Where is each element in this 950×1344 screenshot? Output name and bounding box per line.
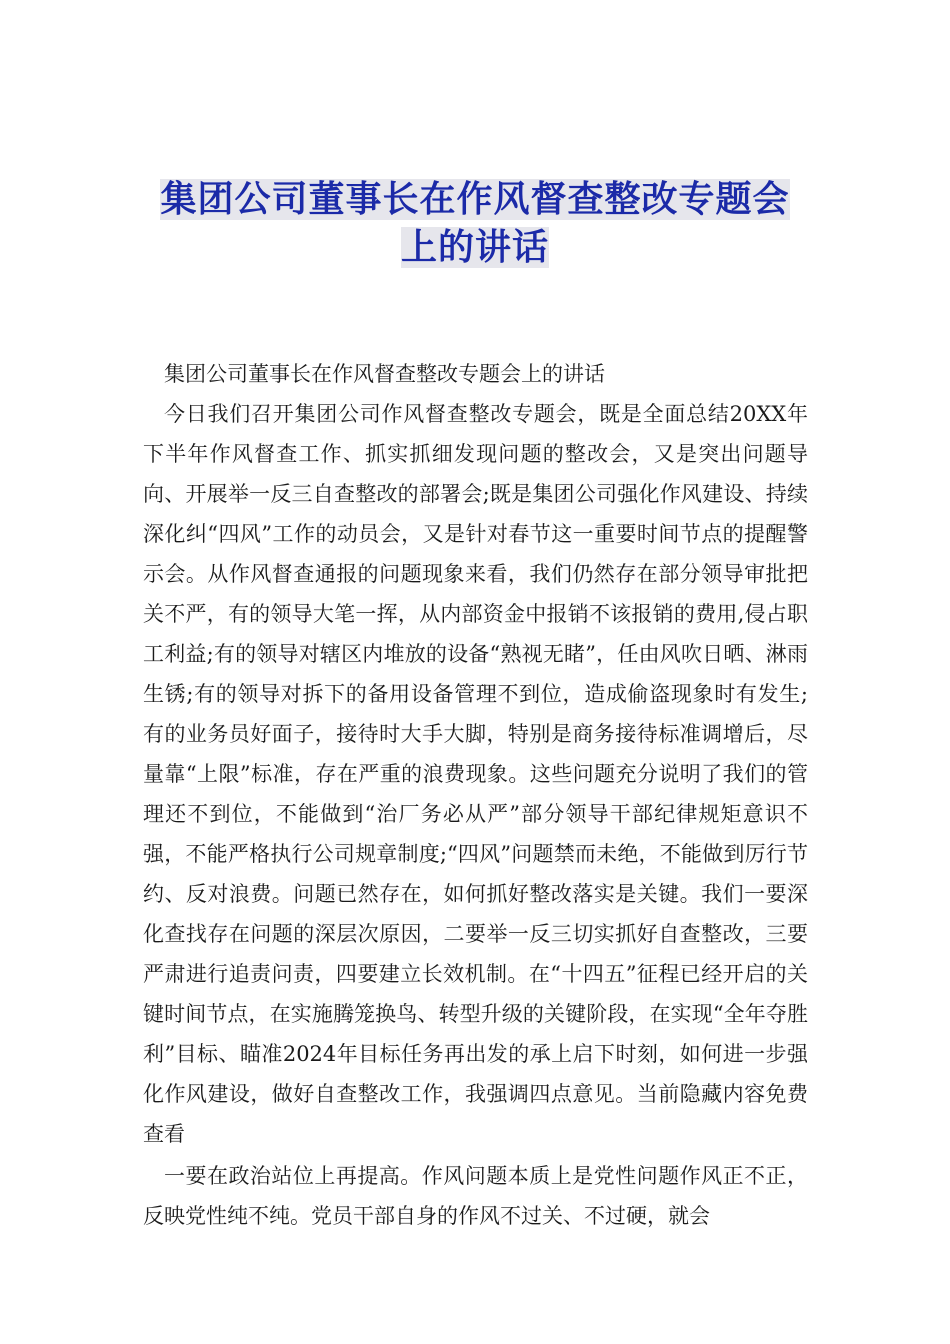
document-body xyxy=(143,354,808,1236)
title-line-1: 集团公司董事长在作风督查整改专题会 xyxy=(160,179,790,220)
document-title xyxy=(140,176,810,272)
title-line-2: 上的讲话 xyxy=(400,227,549,268)
body-paragraph-1: 今日我们召开集团公司作风督查整改专题会，既是全面总结20XX年下半年作风督查工作、抓实抓细发现问题的整改会，又是突出问题导向、开展举一反三自查整改的部署会;既是集团公司强化作风建设、持续深化纠“四风”工作的动员会，又是针对春节这一重要时间节点的提醒警示会。从作风督查通报的问题现象来看，我们仍然存在部分领导审批把关不严，有的领导大笔一挥，从内部资金中报销不该报销的费用,侵占职工利益;有的领导对辖区内堆放的设备“熟视无睹”，任由风吹日晒、淋雨生锈;有的领导对拆下的备用设备管理不到位，造成偷盗现象时有发生;有的业务员好面子，接待时大手大脚，特别是商务接待标准调增后，尽量靠“上限”标准，存在严重的浪费现象。这些问题充分说明了我们的管理还不到位，不能做到“治厂务必从严”部分领导干部纪律规矩意识不强，不能严格执行公司规章制度;“四风”问题禁而未绝，不能做到厉行节约、反对浪费。问题已然存在，如何抓好整改落实是关键。我们一要深化查找存在问题的深层次原因，二要举一反三切实抓好自查整改，三要严肃进行追责问责，四要建立长效机制。在“十四五”征程已经开启的关键时间节点，在实施腾笼换鸟、转型升级的关键阶段，在实现“全年夺胜利”目标、瞄准2024年目标任务再出发的承上启下时刻，如何进一步强化作风建设，做好自查整改工作，我强调四点意见。当前隐藏内容免费查看 xyxy=(143,402,808,1146)
body-paragraph-2: 一要在政治站位上再提高。作风问题本质上是党性问题作风正不正，反映党性纯不纯。党员干部自身的作风不过关、不过硬，就会 xyxy=(143,1164,808,1228)
subtitle-paragraph: 集团公司董事长在作风督查整改专题会上的讲话 xyxy=(164,362,605,386)
